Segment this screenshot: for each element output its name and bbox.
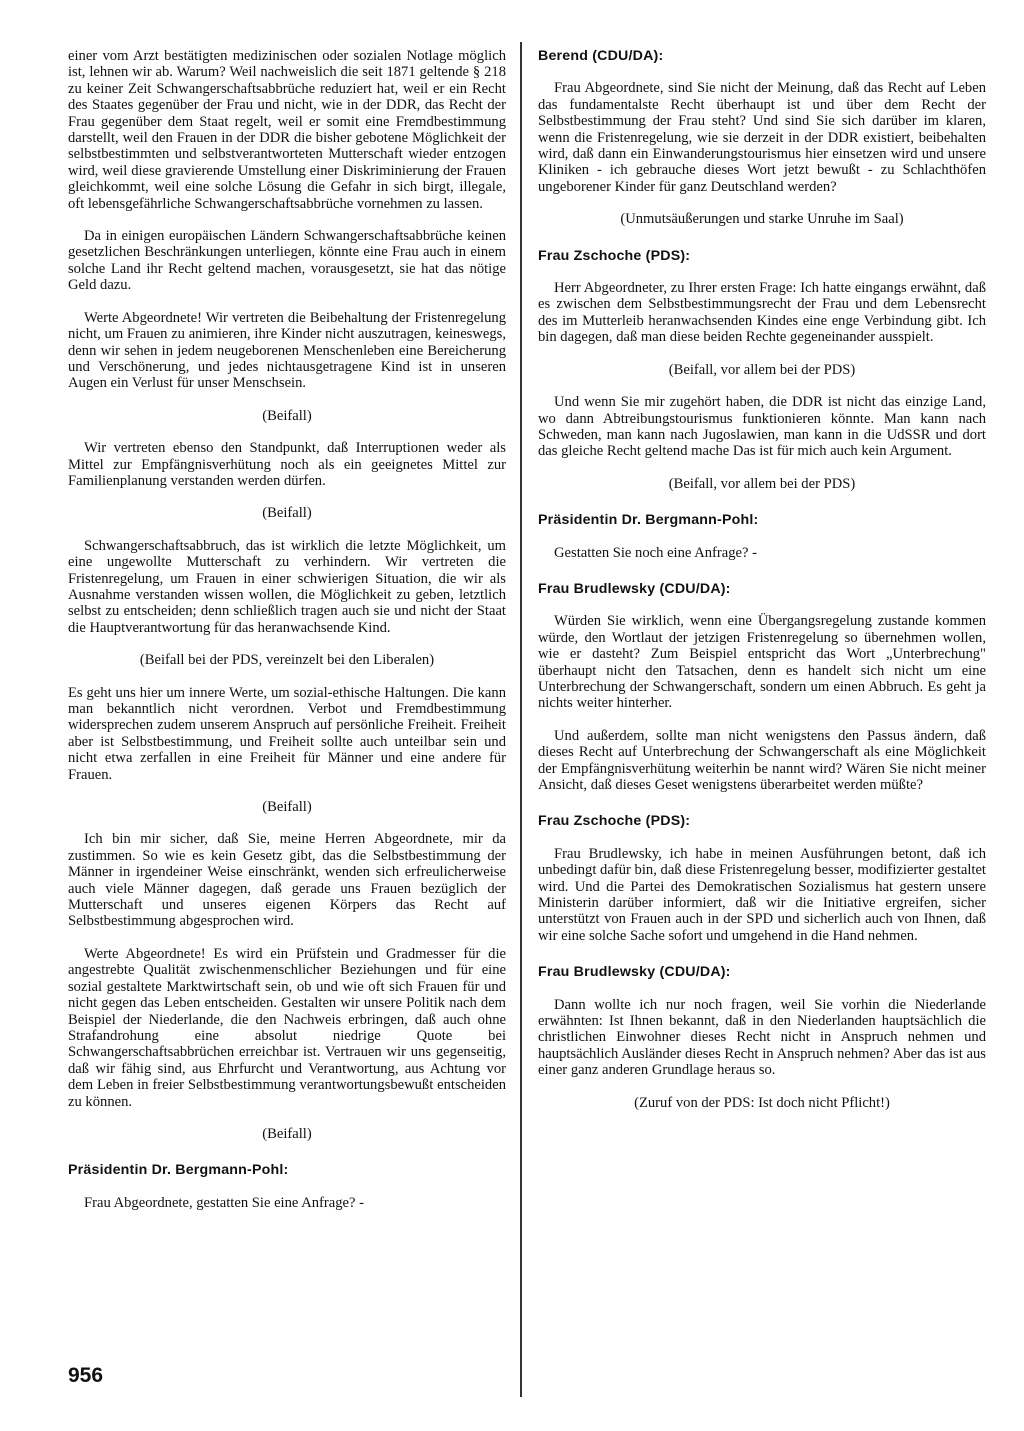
speech-paragraph: Würden Sie wirklich, wenn eine Übergangsregelung zustande kommen würde, den Wortlaut der jetzigen Fristenregelung so übernehmen wollen, wie er dasteht? Zum Beispiel entspricht das Wort „Unterbrechung" überhaupt nicht den Tatsachen, denn es handelt sich nicht um eine Unterbrechung der Schwangerschaft, sondern um einen Abbruch. Es geht ja nichts weiter hinterher. bbox=[538, 613, 986, 712]
speaker-heading: Präsidentin Dr. Bergmann-Pohl: bbox=[538, 512, 759, 529]
speaker-heading: Frau Brudlewsky (CDU/DA): bbox=[538, 580, 731, 597]
speech-paragraph: Schwangerschaftsabbruch, das ist wirklich die letzte Möglichkeit, um eine ungewollte Mutterschaft zu verhindern. Wir vertreten die Fristenregelung, um Frauen in einer schwierigen Situation, die wir als Ausnahme verstanden wissen wollen, die Möglichkeit zu geben, letztlich selbst zu entscheiden; denn schließlich tragen auch sie und nicht der Staat die Hauptverantwortung für das heranwachsende Kind. bbox=[68, 537, 506, 636]
speech-paragraph: Herr Abgeordneter, zu Ihrer ersten Frage: Ich hatte eingangs erwähnt, daß es zwischen dem Selbstbestimmungsrecht der Frau und dem Lebensrecht des im Mutterleib heranwachsenden Kindes eine enge Verbindung gibt. Ich bin dagegen, daß man diese beiden Rechte gegeneinander ausspielt. bbox=[538, 280, 986, 346]
page-number: 956 bbox=[68, 1364, 104, 1387]
interjection: (Beifall) bbox=[262, 1125, 312, 1142]
speech-paragraph: Da in einigen europäischen Ländern Schwangerschaftsabbrüche keinen gesetzlichen Beschränkungen unterliegen, könnte eine Frau auch in einem solche Land ihr Recht geltend machen, vorausgesetzt, sie hat das nötige Geld dazu. bbox=[68, 228, 506, 294]
speech-paragraph: Und außerdem, sollte man nicht wenigstens den Passus ändern, daß dieses Recht auf Unterbrechung der Schwangerschaft als eine Möglichkeit der Empfängnisverhütung weiterhin be nannt wird? Wären Sie nicht meiner Ansicht, daß dieses Geset wenigstens überarbeitet werden müßte? bbox=[538, 727, 986, 793]
speaker-heading: Präsidentin Dr. Bergmann-Pohl: bbox=[68, 1162, 289, 1179]
interjection: (Beifall, vor allem bei der PDS) bbox=[668, 475, 856, 492]
right-column bbox=[538, 48, 986, 1127]
speech-paragraph: Dann wollte ich nur noch fragen, weil Sie vorhin die Niederlande erwähnten: Ist Ihnen bekannt, daß in den Niederlanden hauptsächlich die christlichen Einwohner dieses Recht nicht in Anspruch nehmen und hauptsächlich Ausländer dieses Recht in Anspruch nehmen? Aber das ist aus einer ganz anderen Grundlage heraus so. bbox=[538, 996, 986, 1079]
interjection: (Beifall) bbox=[262, 505, 312, 522]
interjection: (Beifall, vor allem bei der PDS) bbox=[668, 361, 856, 378]
speech-paragraph: Frau Abgeordnete, gestatten Sie eine Anfrage? - bbox=[84, 1194, 365, 1211]
speaker-heading: Frau Zschoche (PDS): bbox=[538, 813, 691, 830]
left-column bbox=[68, 48, 506, 1227]
interjection: (Zuruf von der PDS: Ist doch nicht Pflicht!) bbox=[634, 1094, 890, 1111]
column-divider bbox=[520, 42, 522, 1397]
speech-paragraph: Frau Brudlewsky, ich habe in meinen Ausführungen betont, daß ich unbedingt dafür bin, daß diese Fristenregelung besser, modifizierter gestaltet wird. Und die Partei des Demokratischen Sozialismus hat gestern unsere Ministerin darüber informiert, daß wir die Initiative ergreifen, sicher unterstützt von Frauen auch in der SPD und sicherlich auch von Ihnen, daß wir eine solche Sache sofort und umgehend in die Hand nehmen. bbox=[538, 845, 986, 944]
speaker-heading: Berend (CDU/DA): bbox=[538, 48, 664, 64]
speech-paragraph: Und wenn Sie mir zugehört haben, die DDR ist nicht das einzige Land, wo dann Abtreibungstourismus funktionieren könnte. Man kann nach Schweden, man kann nach Jugoslawien, man kann in die UdSSR und dort das gleiche Recht geltend mache Das ist für mich auch kein Argument. bbox=[538, 394, 986, 460]
speaker-heading: Frau Brudlewsky (CDU/DA): bbox=[538, 964, 731, 981]
speech-paragraph: Frau Abgeordnete, sind Sie nicht der Meinung, daß das Recht auf Leben das fundamentalste Recht überhaupt ist und über dem Recht der Selbstbestimmung der Frau steht? Und sind Sie sich darüber im klaren, wenn die Fristenregelung, wie sie derzeit in der DDR existiert, beibehalten wird, daß dann ein Einwanderungstourismus hier einsetzen wird und unsere Kliniken - ich gebrauche dieses Wort jetzt bewußt - zu Schlachthöfen ungeborener Kinder für ganz Deutschland werden? bbox=[538, 80, 986, 195]
interjection: (Beifall bei der PDS, vereinzelt bei den Liberalen) bbox=[139, 652, 435, 669]
interjection: (Unmutsäußerungen und starke Unruhe im Saal) bbox=[620, 211, 904, 228]
speech-paragraph: Es geht uns hier um innere Werte, um sozial-ethische Haltungen. Die kann man bekanntlich nicht verordnen. Verbot und Fremdbestimmung widersprechen zudem unserem Anspruch auf persönliche Freiheit. Freiheit aber ist Selbstbestimmung, und Freiheit sollte auch unteilbar sein und nicht etwa zerfallen in eine Freiheit für Männer und eine andere für Frauen. bbox=[68, 684, 506, 783]
speaker-heading: Frau Zschoche (PDS): bbox=[538, 247, 691, 264]
interjection: (Beifall) bbox=[262, 407, 312, 424]
speech-paragraph: einer vom Arzt bestätigten medizinischen oder sozialen Notlage möglich ist, lehnen wir ab. Warum? Weil nachweislich die seit 1871 geltende § 218 zu keiner Zeit Schwangerschaftsabbrüche reduziert hat, weil er ein Recht des Staates gegenüber der Frau und nicht, wie in der DDR, das Recht der Frau gegenüber dem Staat regelt, weil er somit eine Fremdbestimmung darstellt, weil den Frauen in der DDR die bisher gebotene Möglichkeit der selbstbestimmten und selbstverantworteten Mutterschaft wieder entzogen wird, weil diese gravierende Umstellung einer Diskriminierung der Frauen gleichkommt, weil eine solche Lösung die Gefahr in sich birgt, illegale, oft lebensgefährliche Schwangerschaftsabbrüche vornehmen zu lassen. bbox=[68, 48, 506, 212]
speech-paragraph: Wir vertreten ebenso den Standpunkt, daß Interruptionen weder als Mittel zur Empfängnisverhütung noch als ein geeignetes Mittel zur Familienplanung verstanden werden dürfen. bbox=[68, 440, 506, 489]
speech-paragraph: Ich bin mir sicher, daß Sie, meine Herren Abgeordnete, mir da zustimmen. So wie es kein Gesetz gibt, das die Selbstbestimmung der Männer in irgendeiner Weise einschränkt, wenden sich erfreulicherweise auch viele Männer dagegen, daß gerade uns Frauen bezüglich der Mutterschaft und unseres eigenen Körpers das Recht auf Selbstbestimmung abgesprochen wird. bbox=[68, 831, 506, 930]
interjection: (Beifall) bbox=[262, 799, 312, 816]
speech-paragraph: Werte Abgeordnete! Wir vertreten die Beibehaltung der Fristenregelung nicht, um Frauen zu animieren, ihre Kinder nicht auszutragen, keineswegs, denn wir sehen in jedem neugeborenen Menschenleben eine Bereicherung und Verschönerung, und jedes nichtausgetragene Kind ist in unseren Augen ein Verlust für unser Menschsein. bbox=[68, 309, 506, 392]
speech-paragraph: Gestatten Sie noch eine Anfrage? - bbox=[554, 544, 758, 561]
speech-paragraph: Werte Abgeordnete! Es wird ein Prüfstein und Gradmesser für die angestrebte Qualität zwischenmenschlicher Beziehungen und für eine sozial gestaltete Marktwirtschaft sein, ob und wie oft sich Frauen für und nicht gegen das Leben entscheiden. Gestalten wir unsere Politik nach dem Beispiel der Niederlande, die den Nachweis erbringen, daß auch ohne Strafandrohung eine absolut niedrige Quote bei Schwangerschaftsabbrüchen erreichbar ist. Vertrauen wir uns gegenseitig, daß wir fähig sind, aus Ehrfurcht und Verantwortung, aus Achtung vor dem Leben in freier Selbstbestimmung verantwortungsbewußt entscheiden zu können. bbox=[68, 945, 506, 1110]
